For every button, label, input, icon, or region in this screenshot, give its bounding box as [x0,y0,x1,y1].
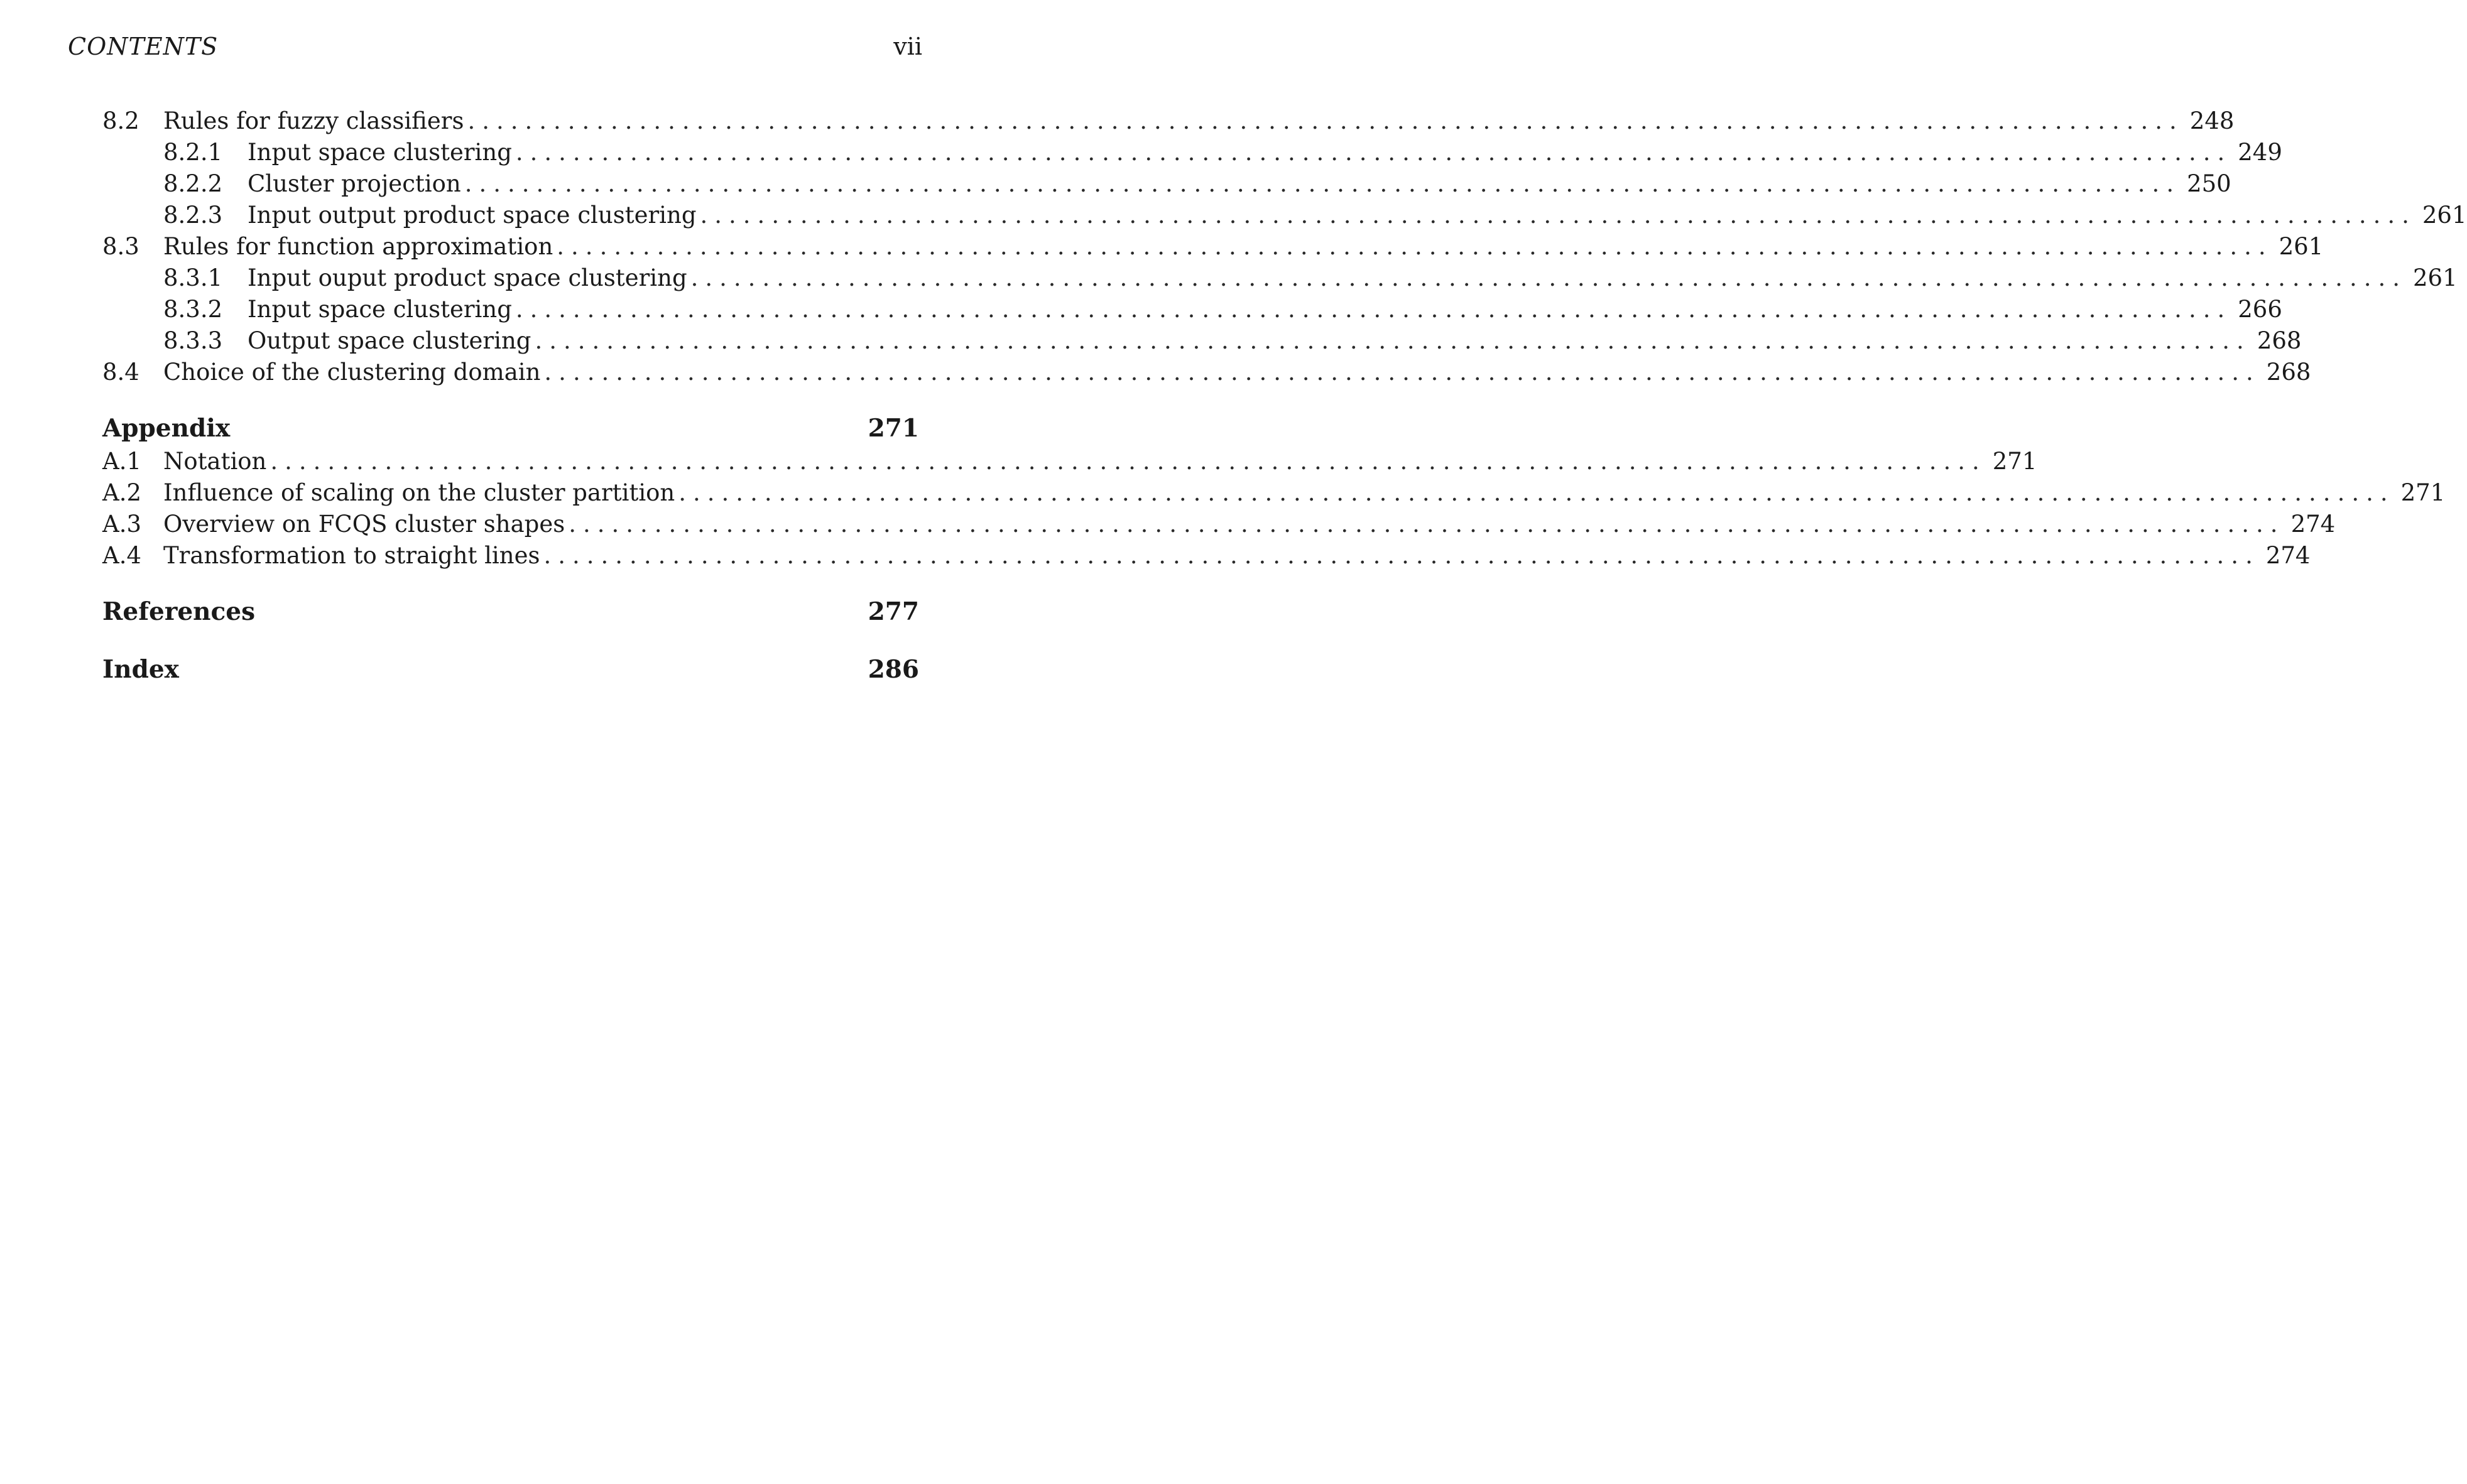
dot-leader: ........................................................................................................................ [557,233,2273,260]
table-of-contents [102,106,2467,687]
toc-entry-page: 261 [2279,233,2324,260]
toc-entry-page: 271 [1992,448,2037,475]
toc-entry-page: 261 [2413,264,2458,291]
toc-entry-number: 8.4 [102,359,139,386]
toc-subentry[interactable] [102,294,2282,325]
toc-entry-page: 271 [2400,479,2446,506]
spacer [102,571,919,594]
dot-leader: ........................................................................................................................ [543,542,2260,569]
toc-entry-number: 8.3.1 [163,264,223,291]
toc-entry-page: 248 [2189,107,2235,134]
toc-entry-number: A.4 [102,542,142,569]
toc-chapter-page: 277 [868,597,919,626]
toc-entry-number: A.2 [102,479,142,506]
toc-chapter-label: Appendix [102,414,231,443]
dot-leader: ........................................................................................................................ [515,296,2232,323]
dot-leader: ........................................................................................................................ [700,202,2416,229]
running-head-page-number: vii [893,33,922,60]
dot-leader: ........................................................................................................................ [515,139,2232,166]
toc-entry-page: 261 [2422,202,2467,229]
dot-leader: ........................................................................................................................ [544,359,2260,386]
toc-subentry[interactable] [102,168,2231,200]
dot-leader: ........................................................................................................................ [678,479,2395,506]
toc-entry[interactable] [102,477,2446,509]
dot-leader: ........................................................................................................................ [270,448,1986,475]
spacer [102,388,919,411]
dot-leader: ........................................................................................................................ [690,264,2407,291]
toc-entry-label: Input space clustering [248,296,512,323]
toc-entry-page: 274 [2265,542,2311,569]
toc-entry-number: 8.3 [102,233,139,260]
running-head-title: CONTENTS [68,33,219,60]
toc-entry[interactable] [102,540,2311,571]
toc-entry-page: 268 [2266,359,2311,386]
toc-chapter-references[interactable] [102,594,919,629]
toc-entry-label: Rules for fuzzy classifiers [163,107,464,134]
toc-entry-label: Output space clustering [248,327,531,354]
toc-chapter-appendix[interactable] [102,411,919,446]
toc-entry-label: Choice of the clustering domain [163,359,541,386]
toc-entry-page: 250 [2187,170,2231,197]
toc-entry[interactable] [102,231,2324,263]
toc-entry-number: 8.3.2 [163,296,223,323]
toc-entry-page: 274 [2290,511,2336,538]
toc-entry-label: Input space clustering [248,139,512,166]
toc-subentry[interactable] [102,263,2458,294]
toc-entry-label: Cluster projection [248,170,461,197]
spacer [102,629,919,652]
toc-entry-number: A.3 [102,511,142,538]
toc-entry-page: 268 [2257,327,2302,354]
toc-chapter-label: References [102,597,256,626]
toc-entry-number: 8.2 [102,107,139,134]
toc-subentry[interactable] [102,137,2282,168]
toc-entry-label: Rules for function approximation [163,233,553,260]
toc-entry-label: Transformation to straight lines [163,542,540,569]
toc-subentry[interactable] [102,200,2467,231]
toc-entry-number: 8.2.2 [163,170,223,197]
toc-entry-label: Input ouput product space clustering [248,264,687,291]
toc-chapter-page: 271 [868,414,919,443]
toc-entry-number: 8.3.3 [163,327,223,354]
toc-chapter-index[interactable] [102,652,919,687]
toc-entry[interactable] [102,509,2336,540]
toc-entry-label: Overview on FCQS cluster shapes [163,511,565,538]
toc-entry[interactable] [102,357,2311,388]
dot-leader: ........................................................................................................................ [569,511,2285,538]
dot-leader: ........................................................................................................................ [464,170,2181,197]
toc-entry-label: Input output product space clustering [248,202,697,229]
running-head [68,33,922,62]
toc-entry-number: 8.2.1 [163,139,223,166]
toc-entry[interactable] [102,106,2235,137]
toc-subentry[interactable] [102,325,2302,357]
toc-entry[interactable] [102,446,2037,477]
toc-entry-label: Notation [163,448,267,475]
toc-entry-label: Influence of scaling on the cluster partition [163,479,675,506]
toc-entry-page: 266 [2238,296,2282,323]
toc-entry-number: A.1 [102,448,142,475]
toc-entry-page: 249 [2238,139,2282,166]
toc-entry-number: 8.2.3 [163,202,223,229]
toc-chapter-page: 286 [868,655,919,684]
dot-leader: ........................................................................................................................ [467,107,2184,134]
toc-chapter-label: Index [102,655,179,684]
dot-leader: ........................................................................................................................ [535,327,2251,354]
